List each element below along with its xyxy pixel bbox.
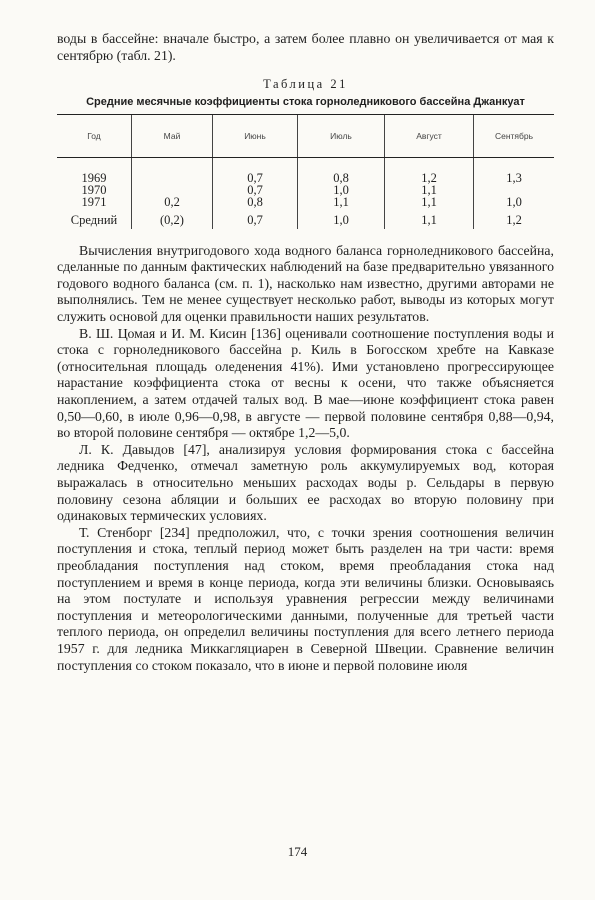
column-header-may: Май (132, 114, 213, 157)
body-paragraph: Л. К. Давыдов [47], анализируя условия формирования стока с бассейна ледника Федченко, отмечал заметную роль аккумулируемых вод, которая выражалась в относительно меньших расходах воды р. Сельдары в первую половину сезона абляции и больших ее расходах во вторую половину при одинаковых термических условиях. (57, 441, 554, 524)
table-cell: 1,2 (385, 157, 474, 184)
table-cell: Средний (70, 212, 118, 227)
table-cell: 1,1 (385, 196, 474, 208)
table-row (57, 184, 554, 196)
body-paragraph: В. Ш. Цомая и И. М. Кисин [136] оценивали соотношение поступления воды и стока с горноледникового бассейна р. Киль в Богосском хребте на Кавказе (относительная площадь оледенения 41%). Ими установлено прогрессирующее нарастание коэффициента стока от весны к осени, что также объясняется накоплением, а затем отдачей талых вод. В мае—июне коэффициент стока равен 0,50—0,60, в июле 0,96—0,98, в августе — первой половине сентября 0,88—0,94, во второй половине сентября — октябре 1,2—5,0. (57, 325, 554, 441)
table-cell: 0,7 (213, 208, 298, 229)
runoff-coefficient-table (57, 114, 554, 229)
table-cell (132, 157, 213, 184)
table-cell (474, 184, 555, 196)
table-cell: 1,1 (298, 196, 385, 208)
table-cell: 0,8 (298, 157, 385, 184)
table-cell: 0,7 (213, 157, 298, 184)
table-cell: (0,2) (132, 208, 213, 229)
table-row (57, 196, 554, 208)
table-cell: 1,0 (474, 196, 555, 208)
page-number: 174 (287, 844, 308, 859)
table-cell: 1970 (81, 182, 107, 197)
table-header-row (57, 114, 554, 157)
body-paragraph: Т. Стенборг [234] предположил, что, с точки зрения соотношения величин поступления и стока, теплый период может быть разделен на три части: время преобладания поступления над стоком, время преобладания стока над поступлением и время в конце периода, когда эти величины близки. Основываясь на этом постулате и используя уравнения регрессии между величинами поступления и метеорологическими данными, полученные для третьей части теплого периода, он определил величины поступления для всего летнего периода 1957 г. для ледника Миккагляциарен в Северной Швеции. Сравнение величин поступления со стоком показало, что в июне и первой половине июля (57, 524, 554, 673)
page-content (57, 31, 554, 674)
column-header-june: Июнь (213, 114, 298, 157)
table-label: Таблица 21 (263, 77, 348, 92)
table-cell: 1,3 (474, 157, 555, 184)
table-cell: 1,2 (474, 208, 555, 229)
column-header-year: Год (57, 114, 132, 157)
table-cell: 1971 (81, 194, 107, 209)
column-header-july: Июль (298, 114, 385, 157)
table-cell: 0,8 (213, 196, 298, 208)
column-header-august: Август (385, 114, 474, 157)
table-cell (132, 184, 213, 196)
table-cell: 1,0 (298, 208, 385, 229)
table-cell: 1,0 (298, 184, 385, 196)
table-mean-row (57, 208, 554, 229)
body-paragraph: Вычисления внутригодового хода водного баланса горноледникового бассейна, сделанные по данным фактических наблюдений на базе предварительно увязанного годового водного баланса (см. п. 1), насколько нам известно, другими авторами не выполнялись. Тем не менее существует несколько работ, выводы из которых могут служить основой для оценки правильности наших результатов. (57, 242, 554, 325)
table-caption: Средние месячные коэффициенты стока горноледникового бассейна Джанкуат (86, 96, 525, 109)
table-cell: 1969 (81, 170, 107, 185)
table-cell: 0,2 (132, 196, 213, 208)
table-cell: 1,1 (385, 208, 474, 229)
intro-paragraph: воды в бассейне: вначале быстро, а затем более плавно он увеличивается от мая к сентябрю (табл. 21). (57, 31, 554, 63)
table-row (57, 157, 554, 184)
table-cell: 0,7 (213, 184, 298, 196)
table-cell: 1,1 (385, 184, 474, 196)
column-header-september: Сентябрь (474, 114, 555, 157)
